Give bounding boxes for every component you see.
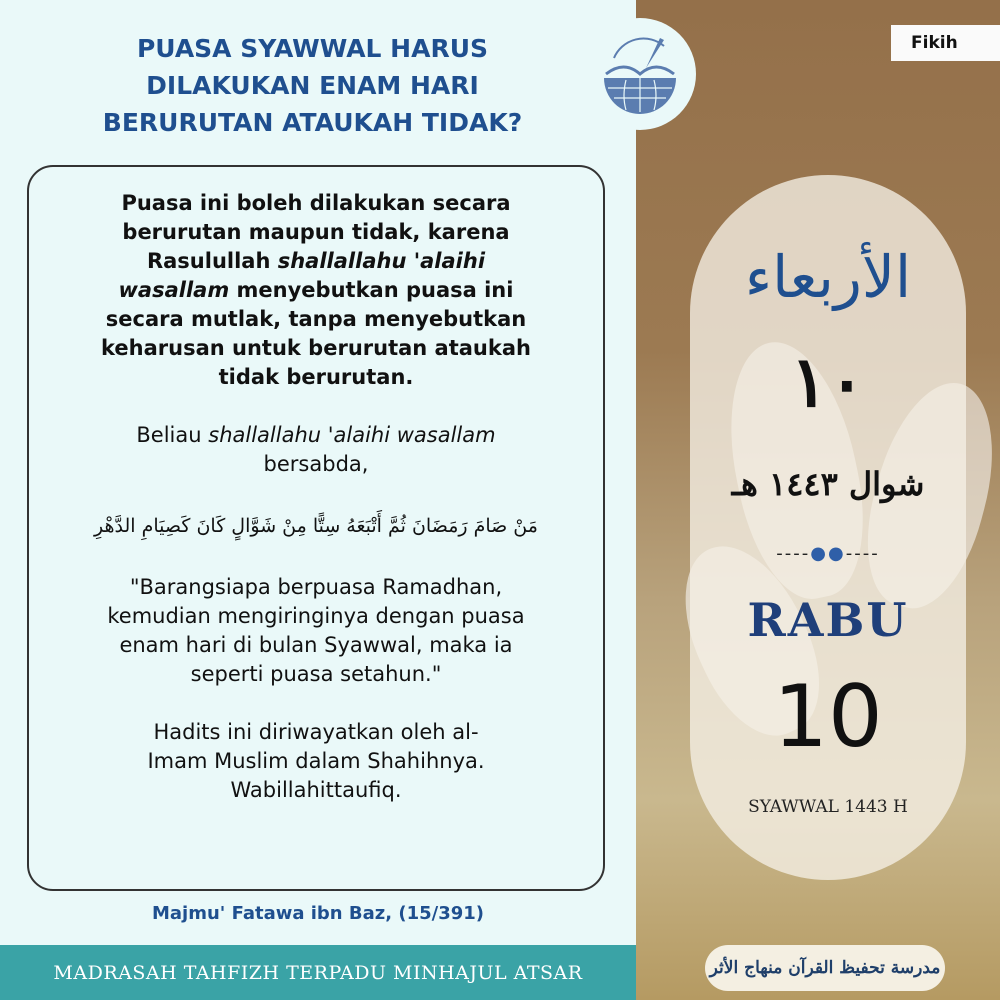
intro-honorific: shallallahu 'alaihi wasallam bbox=[208, 423, 496, 447]
closing-text: Hadits ini diriwayatkan oleh al-Imam Muslim dalam Shahihnya. Wabillahittaufiq. bbox=[147, 720, 485, 802]
ruling-honorific: shallallahu 'alaihi wasallam bbox=[118, 249, 486, 302]
ruling-text: menyebutkan puasa ini secara mutlak, tanpa menyebutkan keharusan untuk berurutan ataukah tidak berurutan. bbox=[101, 278, 531, 389]
arabic-date-number: ١٠ bbox=[790, 340, 866, 423]
title-line: BERURUTAN ATAUKAH TIDAK? bbox=[102, 108, 523, 137]
page-title bbox=[40, 30, 585, 141]
book-globe-logo-icon bbox=[594, 28, 686, 120]
source-citation: Majmu' Fatawa ibn Baz, (15/391) bbox=[152, 903, 484, 924]
paragraph-ruling bbox=[29, 189, 603, 392]
paragraph-intro bbox=[29, 421, 603, 479]
date-number: 10 bbox=[773, 667, 883, 767]
logo bbox=[584, 18, 696, 130]
title-line: DILAKUKAN ENAM HARI bbox=[146, 71, 479, 100]
arabic-day: الأربعاء bbox=[744, 243, 912, 311]
date-card bbox=[690, 175, 966, 880]
footer-text: MADRASAH TAHFIZH TERPADU MINHAJUL ATSAR bbox=[53, 961, 583, 984]
intro-text: Beliau bbox=[136, 423, 209, 447]
divider: ----●●---- bbox=[776, 543, 880, 564]
hadith-arabic: مَنْ صَامَ رَمَضَانَ ثُمَّ أَتْبَعَهُ سِتًّا مِنْ شَوَّالٍ كَانَ كَصِيَامِ الدَّهْرِ bbox=[94, 515, 538, 537]
arabic-school-name-text: مدرسة تحفيظ القرآن منهاج الأثر bbox=[709, 958, 941, 978]
arabic-school-name bbox=[705, 945, 945, 991]
title-line: PUASA SYAWWAL HARUS bbox=[136, 34, 489, 63]
month-year: SYAWWAL 1443 H bbox=[748, 797, 908, 817]
intro-text: bersabda, bbox=[263, 452, 369, 476]
content-box bbox=[27, 165, 605, 891]
divider-dots: ●● bbox=[810, 543, 846, 564]
category-tag: Fikih bbox=[891, 25, 1000, 61]
day-name: RABU bbox=[747, 593, 909, 647]
footer-bar bbox=[0, 945, 636, 1000]
arabic-month-year: شوال ١٤٤٣ هـ bbox=[731, 465, 925, 503]
ruling-text: Puasa ini boleh dilakukan secara berurutan maupun tidak, karena Rasulullah bbox=[121, 191, 511, 273]
hadith-translation: "Barangsiapa berpuasa Ramadhan, kemudian mengiringinya dengan puasa enam hari di bulan Syawwal, maka ia seperti puasa setahun." bbox=[107, 575, 525, 686]
